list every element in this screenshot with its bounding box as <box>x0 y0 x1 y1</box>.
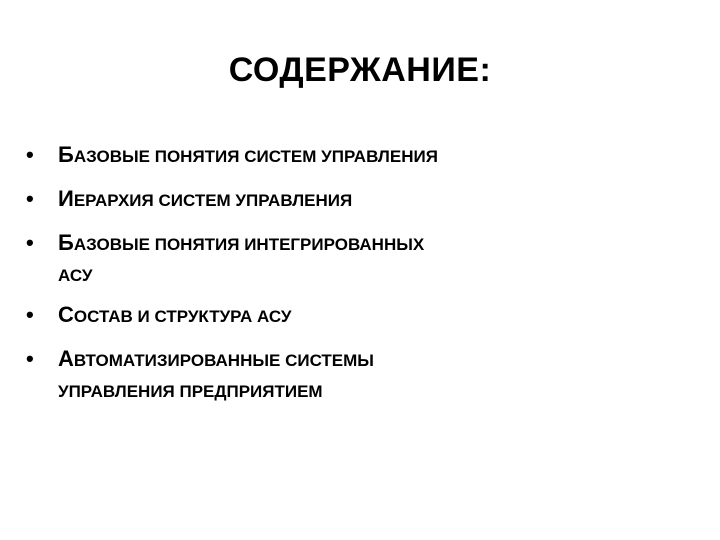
bullet-icon: • <box>26 186 34 211</box>
list-item-2 <box>20 184 700 216</box>
item-text: ЕРАРХИЯ СИСТЕМ УПРАВЛЕНИЯ <box>73 191 353 210</box>
list-item-3 <box>20 228 700 288</box>
item-text-continuation: АСУ <box>58 266 93 285</box>
contents-list <box>20 140 700 416</box>
item-text: АЗОВЫЕ ПОНЯТИЯ СИСТЕМ УПРАВЛЕНИЯ <box>73 147 438 166</box>
item-text: ОСТАВ И СТРУКТУРА АСУ <box>73 307 292 326</box>
item-initial: И <box>58 186 74 211</box>
item-text-continuation: УПРАВЛЕНИЯ ПРЕДПРИЯТИЕМ <box>58 382 323 401</box>
item-text: ВТОМАТИЗИРОВАННЫЕ СИСТЕМЫ <box>73 351 374 370</box>
item-initial: С <box>58 302 74 327</box>
bullet-icon: • <box>26 346 34 371</box>
bullet-icon: • <box>26 142 34 167</box>
bullet-icon: • <box>26 302 34 327</box>
item-text: АЗОВЫЕ ПОНЯТИЯ ИНТЕГРИРОВАННЫХ <box>73 235 425 254</box>
slide-title: СОДЕРЖАНИЕ: <box>228 51 492 89</box>
bullet-icon: • <box>26 230 34 255</box>
list-item-1 <box>20 140 700 172</box>
list-item-4 <box>20 300 700 332</box>
list-item-5 <box>20 344 700 404</box>
item-initial: Б <box>58 230 74 255</box>
item-initial: Б <box>58 142 74 167</box>
item-initial: А <box>58 346 74 371</box>
